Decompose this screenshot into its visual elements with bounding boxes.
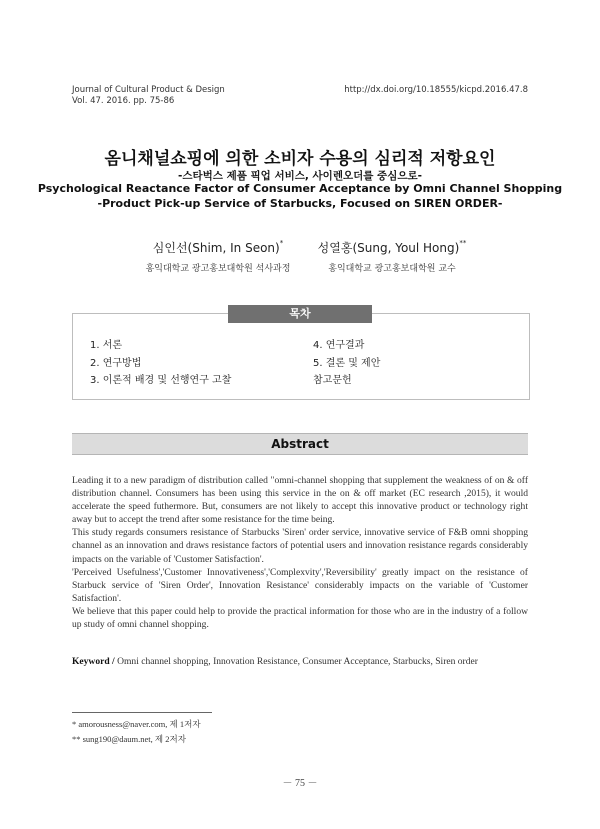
footnote-1: * amorousness@naver.com, 제 1저자 — [72, 719, 201, 729]
toc-item: 3. 이론적 배경 및 선행연구 고찰 — [90, 375, 232, 386]
toc-left-column — [90, 337, 231, 390]
author-mark: * — [279, 239, 284, 247]
author-1 — [118, 239, 318, 256]
author-mark: ** — [459, 239, 467, 247]
author-name: 성열홍(Sung, Youl Hong) — [317, 241, 460, 255]
author-2-affiliation: 홍익대학교 광고홍보대학원 교수 — [328, 264, 456, 274]
toc-item: 1. 서론 — [90, 340, 123, 351]
subtitle-english: -Product Pick-up Service of Starbucks, Focused on SIREN ORDER- — [97, 197, 503, 210]
journal-info — [72, 85, 225, 107]
keyword-label: Keyword / — [72, 656, 115, 667]
author-1-affiliation: 홍익대학교 광고홍보대학원 석사과정 — [145, 264, 291, 274]
journal-volume: Vol. 47. 2016. pp. 75-86 — [72, 96, 175, 106]
keyword-text: Omni channel shopping, Innovation Resistance, Consumer Acceptance, Starbucks, Siren order — [117, 656, 478, 667]
abstract-title: Abstract — [271, 437, 329, 451]
toc-item: 2. 연구방법 — [90, 357, 142, 369]
abstract-body — [72, 474, 528, 631]
title-english: Psychological Reactance Factor of Consumer Acceptance by Omni Channel Shopping — [37, 182, 563, 195]
footnote-2: ** sung190@daum.net, 제 2저자 — [72, 734, 186, 744]
toc-right-column — [313, 337, 380, 390]
toc-item: 5. 결론 및 제안 — [313, 357, 381, 369]
abstract-paragraph: 'Perceived Usefulness','Customer Innovativeness','Complexvity','Reversibility' greatly impact on the resistance of Starbuck service of 'Siren Order', Innovation Resistance' considerably impacts on the variable of 'Customer Satisfaction'. — [72, 566, 528, 604]
abstract-paragraph: We believe that this paper could help to provide the practical information for those who are in the industry of a follow up study of omni channel shopping. — [72, 605, 528, 631]
keywords — [72, 656, 528, 667]
author-name: 심인선(Shim, In Seon) — [152, 241, 280, 255]
toc-item: 참고문헌 — [313, 375, 352, 386]
doi-link[interactable]: http://dx.doi.org/10.18555/kicpd.2016.47.8 — [344, 85, 528, 95]
footnote-divider — [72, 712, 212, 713]
author-2 — [292, 239, 492, 256]
subtitle-korean: -스타벅스 제품 픽업 서비스, 사이렌오더를 중심으로- — [178, 170, 422, 182]
title-korean: 옴니채널쇼핑에 의한 소비자 수용의 심리적 저항요인 — [104, 149, 496, 169]
toc-item: 4. 연구결과 — [313, 340, 365, 351]
toc-title: 목차 — [228, 305, 372, 323]
abstract-paragraph: This study regards consumers resistance of Starbucks 'Siren' order service, innovative service of F&B omni shopping channel as an innovation and draws resistance factors of potential users and innovation resistance regards considerably impacts on the variable of 'Customer Satisfaction'. — [72, 527, 528, 565]
abstract-paragraph: Leading it to a new paradigm of distribution called "omni-channel shopping that supplement the weakness of on & off distribution channel. Consumers has been using this service in the on & off market (EC research ,2015), it would accelerate the speed futhermore. But, consumers are not likely to accept this innovative product or technology right away but to accept the trend after some resistance for the time being. — [72, 475, 528, 526]
abstract-heading-bar — [72, 433, 528, 455]
journal-name: Journal of Cultural Product & Design — [72, 85, 225, 95]
page-number: － 75 － — [282, 778, 318, 789]
